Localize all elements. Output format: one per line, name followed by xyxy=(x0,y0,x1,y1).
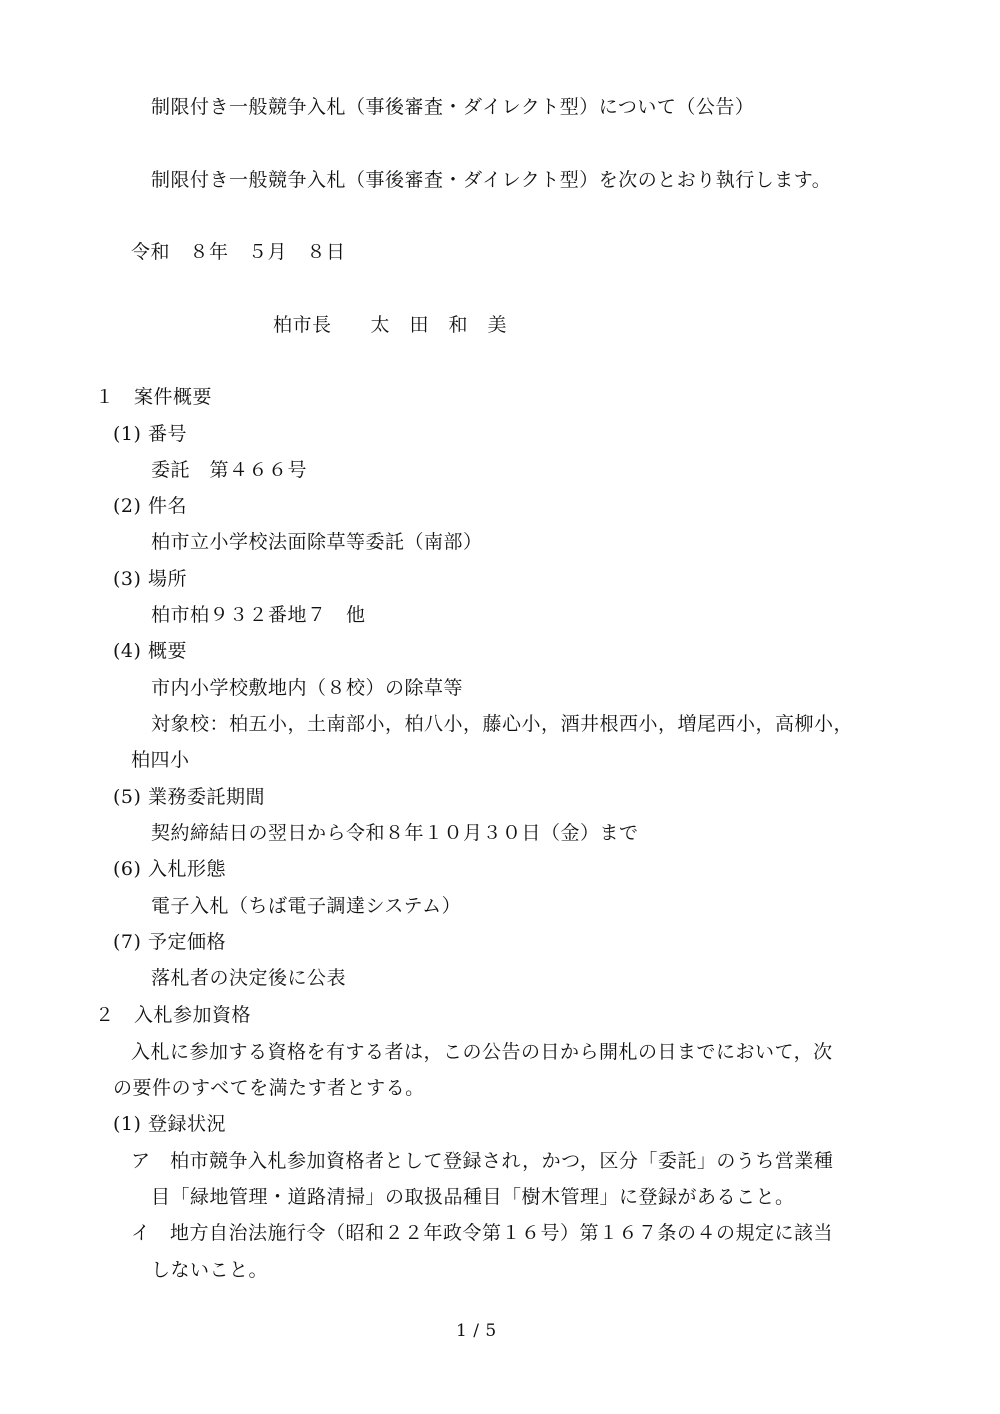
item-label: (3) 場所 xyxy=(113,568,187,590)
item-label: (5) 業務委託期間 xyxy=(113,786,265,808)
item-label: (1) 登録状況 xyxy=(113,1113,226,1135)
item-label: (1) 番号 xyxy=(113,423,187,445)
paragraph-line: 入札に参加する資格を有する者は，この公告の日から開札の日までにおいて，次 xyxy=(131,1041,833,1063)
item-text: 市内小学校敷地内（８校）の除草等 xyxy=(151,677,464,699)
item-label: (2) 件名 xyxy=(113,495,187,517)
section-heading: １ 案件概要 xyxy=(95,386,213,408)
paragraph-line: の要件のすべてを満たす者とする。 xyxy=(113,1077,425,1099)
item-text: 対象校：柏五小，土南部小，柏八小，藤心小，酒井根西小，増尾西小，高柳小， xyxy=(151,713,854,735)
notice-date: 令和 ８年 ５月 ８日 xyxy=(131,241,346,263)
item-label: (6) 入札形態 xyxy=(113,858,226,880)
item-text: 委託 第４６６号 xyxy=(151,459,308,481)
item-text: 柏四小 xyxy=(131,749,190,771)
notice-intro: 制限付き一般競争入札（事後審査・ダイレクト型）を次のとおり執行します。 xyxy=(151,169,832,191)
issuer-name: 柏市長 太 田 和 美 xyxy=(273,314,508,336)
section-heading: ２ 入札参加資格 xyxy=(95,1004,252,1026)
item-label: (4) 概要 xyxy=(113,640,187,662)
notice-title: 制限付き一般競争入札（事後審査・ダイレクト型）について（公告） xyxy=(151,96,755,118)
item-text: 柏市柏９３２番地７ 他 xyxy=(151,604,366,626)
sub-item-text: しないこと。 xyxy=(151,1259,269,1281)
item-text: 落札者の決定後に公表 xyxy=(151,967,347,989)
page-number: 1 / 5 xyxy=(456,1321,497,1341)
item-label: (7) 予定価格 xyxy=(113,931,226,953)
sub-item-text: ア 柏市競争入札参加資格者として登録され，かつ，区分「委託」のうち営業種 xyxy=(131,1150,834,1172)
item-text: 電子入札（ちば電子調達システム） xyxy=(151,895,462,917)
sub-item-text: 目「緑地管理・道路清掃」の取扱品種目「樹木管理」に登録があること。 xyxy=(151,1186,795,1208)
sub-item-text: イ 地方自治法施行令（昭和２２年政令第１６号）第１６７条の４の規定に該当 xyxy=(131,1222,834,1244)
item-text: 柏市立小学校法面除草等委託（南部） xyxy=(151,531,483,553)
item-text: 契約締結日の翌日から令和８年１０月３０日（金）まで xyxy=(151,822,639,844)
